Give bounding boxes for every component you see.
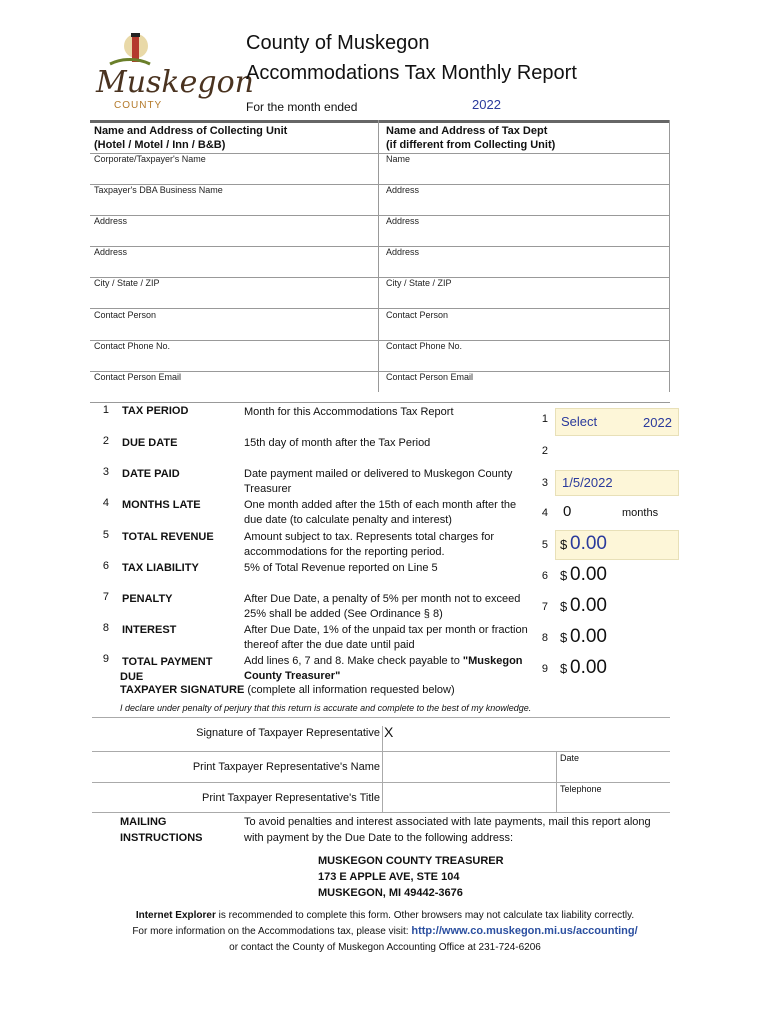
right-field-label: Name (386, 154, 411, 164)
browser-note: Internet Explorer is recommended to complete this form. Other browsers may not calculate tax liability correctly. (135, 910, 635, 921)
date-paid-value[interactable]: 1/5/2022 (562, 475, 613, 490)
month-ended-label: For the month ended (246, 100, 358, 114)
r8-dollar: $ (560, 630, 568, 645)
left-field-label: Address (94, 247, 128, 257)
item-description: One month added after the 15th of each month after the due date (to calculate penalty and interest) (244, 499, 517, 526)
info-line: For more information on the Accommodations tax, please visit: http://www.co.muskegon.mi.us/accounting/ (132, 925, 638, 937)
item-label: INTEREST (122, 624, 177, 636)
telephone-input[interactable] (560, 793, 668, 811)
right-field-label: Contact Person (386, 310, 449, 320)
item-number: 5 (102, 529, 109, 541)
date-input[interactable] (560, 762, 668, 780)
left-field-label: City / State / ZIP (94, 278, 160, 288)
left-field-input[interactable] (94, 352, 370, 370)
item-label: TOTAL REVENUE (122, 531, 214, 543)
left-field-input[interactable] (94, 165, 370, 183)
item-description: 15th day of month after the Tax Period (244, 437, 431, 449)
item-description: After Due Date, a penalty of 5% per month not to exceed 25% shall be added (See Ordinance § 8) (244, 593, 521, 620)
right-field-input[interactable] (386, 227, 666, 245)
declaration-text: I declare under penalty of perjury that this return is accurate and complete to the best of my knowledge. (120, 703, 532, 713)
left-field-input[interactable] (94, 258, 370, 276)
item-label: DATE PAID (122, 468, 180, 480)
r5-num: 5 (541, 539, 548, 551)
item-number: 9 (102, 653, 109, 665)
collecting-unit-heading: Name and Address of Collecting Unit (Hotel / Motel / Inn / B&B) (94, 125, 288, 151)
right-field-label: Contact Phone No. (386, 341, 463, 351)
left-field-input[interactable] (94, 321, 370, 339)
penalty-value: 0.00 (570, 595, 607, 616)
item-description: Month for this Accommodations Tax Report (244, 406, 454, 418)
r4-num: 4 (541, 507, 548, 519)
r1-num: 1 (541, 413, 548, 425)
item-label: TAX LIABILITY (122, 562, 199, 574)
print-title-input[interactable] (386, 787, 552, 809)
mailing-text: To avoid penalties and interest associated with late payments, mail this report along with payment by the Due Date to the following address: (244, 816, 651, 844)
item-number: 7 (102, 591, 109, 603)
contact-line: or contact the County of Muskegon Accounting Office at 231-724-6206 (229, 942, 541, 953)
total-revenue-value[interactable]: 0.00 (570, 533, 607, 554)
item-description: 5% of Total Revenue reported on Line 5 (244, 562, 438, 574)
months-unit: months (622, 507, 659, 519)
print-title-label: Print Taxpayer Representative's Title (202, 792, 380, 804)
date-label: Date (560, 753, 580, 763)
left-field-input[interactable] (94, 383, 370, 401)
mailing-address: MUSKEGON COUNTY TREASURER 173 E APPLE AVE, STE 104 MUSKEGON, MI 49442-3676 (318, 855, 504, 899)
left-field-label: Corporate/Taxpayer's Name (94, 154, 206, 164)
r2-num: 2 (541, 445, 548, 457)
item-number: 4 (102, 497, 109, 509)
item-description: Add lines 6, 7 and 8. Make check payable to "Muskegon County Treasurer" (244, 655, 523, 682)
right-field-input[interactable] (386, 289, 666, 307)
address-grid (90, 120, 670, 392)
months-late-value: 0 (563, 503, 572, 520)
tax-period-year[interactable]: 2022 (643, 415, 672, 430)
tax-period-month-select[interactable]: Select (561, 414, 598, 429)
left-field-label: Contact Person Email (94, 372, 182, 382)
item-number: 3 (102, 466, 109, 478)
county-logo (92, 30, 254, 112)
r6-dollar: $ (560, 568, 568, 583)
r7-dollar: $ (560, 599, 568, 614)
left-field-input[interactable] (94, 227, 370, 245)
title-line-2: Accommodations Tax Monthly Report (246, 62, 577, 84)
left-field-input[interactable] (94, 196, 370, 214)
logo-text-sub: COUNTY (114, 100, 163, 111)
signature-x-mark: X (384, 724, 394, 740)
signature-heading: TAXPAYER SIGNATURE (complete all information requested below) (120, 684, 455, 696)
right-field-label: Address (386, 247, 420, 257)
mailing-label: MAILING INSTRUCTIONS (120, 816, 203, 844)
interest-value: 0.00 (570, 626, 607, 647)
right-field-input[interactable] (386, 383, 666, 401)
left-field-label: Contact Phone No. (94, 341, 171, 351)
accounting-link[interactable]: http://www.co.muskegon.mi.us/accounting/ (411, 925, 638, 937)
signature-label: Signature of Taxpayer Representative (196, 727, 380, 739)
left-field-label: Contact Person (94, 310, 157, 320)
item-description: Amount subject to tax. Represents total charges for accommodations for the reporting period. (244, 531, 495, 558)
r9-num: 9 (541, 663, 548, 675)
right-field-label: City / State / ZIP (386, 278, 452, 288)
tax-liability-value: 0.00 (570, 564, 607, 585)
item-label: PENALTY (122, 593, 173, 605)
right-field-input[interactable] (386, 321, 666, 339)
item-label: TOTAL PAYMENT DUE (120, 656, 213, 683)
right-field-input[interactable] (386, 258, 666, 276)
right-field-label: Address (386, 185, 420, 195)
title-line-1: County of Muskegon (246, 32, 430, 54)
r6-num: 6 (541, 570, 548, 582)
r5-dollar: $ (560, 537, 568, 552)
item-number: 2 (102, 435, 109, 447)
tax-dept-heading: Name and Address of Tax Dept (if different from Collecting Unit) (386, 125, 556, 151)
left-field-label: Taxpayer's DBA Business Name (94, 185, 223, 195)
item-description: After Due Date, 1% of the unpaid tax per month or fraction thereof after the due date until paid (244, 624, 528, 651)
item-number: 1 (102, 404, 109, 416)
item-number: 8 (102, 622, 109, 634)
right-field-label: Address (386, 216, 420, 226)
right-field-input[interactable] (386, 165, 666, 183)
r7-num: 7 (541, 601, 548, 613)
item-description: Date payment mailed or delivered to Muskegon County Treasurer (244, 468, 513, 495)
left-field-label: Address (94, 216, 128, 226)
r8-num: 8 (541, 632, 548, 644)
r9-dollar: $ (560, 661, 568, 676)
item-label: MONTHS LATE (122, 499, 201, 511)
telephone-label: Telephone (560, 784, 602, 794)
logo-text-main: Muskegon (96, 65, 254, 100)
item-number: 6 (102, 560, 109, 572)
right-field-input[interactable] (386, 352, 666, 370)
right-field-input[interactable] (386, 196, 666, 214)
print-name-input[interactable] (386, 756, 552, 778)
item-label: DUE DATE (122, 437, 178, 449)
print-name-label: Print Taxpayer Representative's Name (192, 761, 380, 773)
total-payment-value: 0.00 (570, 657, 607, 678)
right-field-label: Contact Person Email (386, 372, 474, 382)
signature-input[interactable] (396, 724, 546, 744)
r3-num: 3 (541, 477, 548, 489)
month-ended-year[interactable]: 2022 (472, 97, 501, 112)
left-field-input[interactable] (94, 289, 370, 307)
item-label: TAX PERIOD (122, 405, 189, 417)
